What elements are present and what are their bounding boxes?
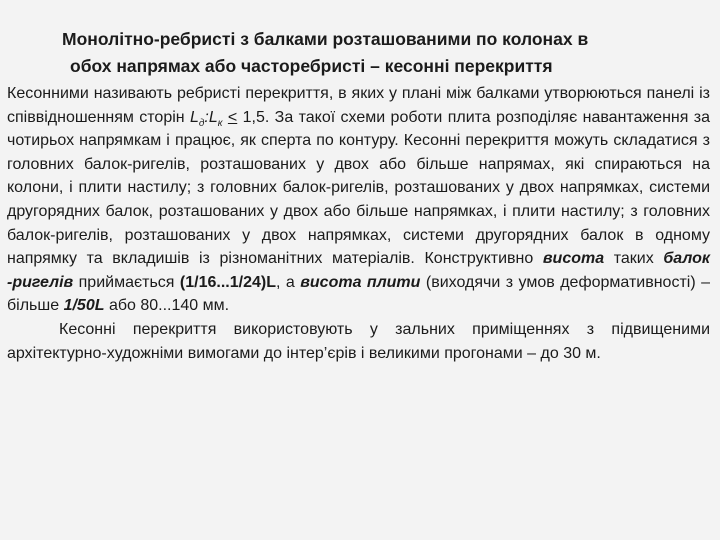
- emphasis-beams: балок -ригелів: [7, 250, 710, 291]
- slab-height-ratio: 1/50L: [63, 297, 105, 315]
- paragraph-text: Кесонними називають ребристі перекриття, в яких у плані між балками утворюються панелі із співвідношенням сторін: [7, 85, 710, 126]
- emphasis-height: висота: [542, 250, 605, 268]
- title-line-2: обох напрямах або часторебристі – кесонні перекриття: [70, 56, 553, 76]
- less-or-equal-sign: <: [227, 108, 238, 126]
- title-line-1: Монолітно-ребристі з балками розташованими по колонах в: [62, 29, 589, 49]
- paragraph-text: 1,5. За такої схеми роботи плита розподіляє навантаження за чотирьох напрямкам і працює, як сперта по контуру. Кесонні перекриття можуть складатися з головних балок-ригелів, розташованих у двох або більше напрямах, які спираються на колони, і плити настилу; з головних балок-ригелів, розташованих у двох напрямках, системи другорядних балок, розташованих у двох або більше напрямках, і плити настилу; з головних балок-ригелів, розташованих у двох напрямках, системи другорядних балок в одному напрямку та вкладишів із різноманітних матеріалів. Конструктивно: [7, 108, 710, 268]
- ratio-formula: $L_д:L_к$: [189, 108, 223, 129]
- beam-height-ratio: (1/16...1/24)L: [179, 273, 276, 291]
- emphasis-slab-height: висота плити: [300, 273, 421, 291]
- paragraph-definition: Кесонними називають ребристі перекриття, в яких у плані між балками утворюються панелі із співвідношенням сторін $L_д:L_к < 1,5$. За такої схеми роботи плита розподіляє навантаження за чотирьох напрямкам і працює, як сперта по контуру. Кесонні перекриття можуть складатися з головних балок-ригелів, розташованих у двох або більше напрямах, які спираються на колони, і плити настилу; з головних балок-ригелів, розташованих у двох напрямках, системи другорядних балок, розташованих у двох або більше напрямках, і плити настилу; з головних балок-ригелів, розташованих у двох напрямках, системи другорядних балок в одному напрямку та вкладишів із різноманітних матеріалів. Конструктивно висота таких балок -ригелів приймається (1/16...1/24)L, а висота плити (виходячи з умов деформативності) – більше 1/50L або 80...140 мм.: [7, 85, 711, 315]
- slide-title: [7, 26, 710, 80]
- paragraph-usage: Кесонні перекриття використовують у зальних приміщеннях з підвищеними архітектурно-художніми вимогами до інтер’єрів і великими прогонами – до 30 м.: [7, 320, 710, 362]
